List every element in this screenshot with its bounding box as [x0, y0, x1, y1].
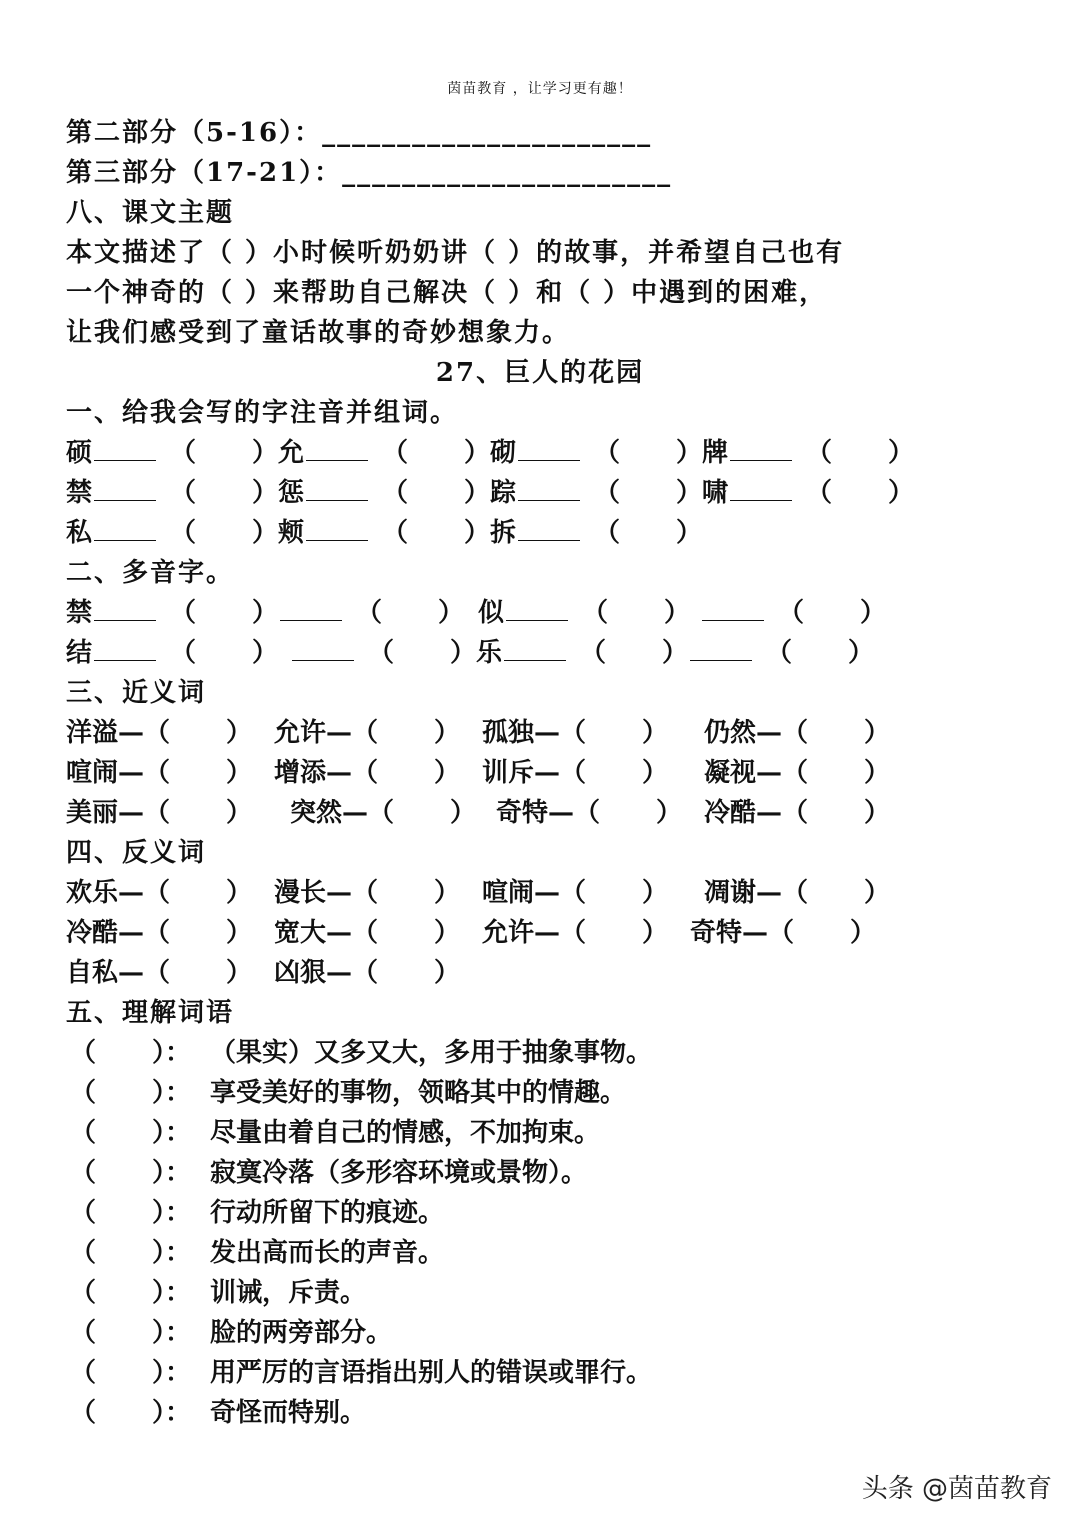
antonym-item: 自私—（ ）: [66, 958, 253, 988]
definition-item: （ ）： 脸的两旁部分。: [70, 1318, 393, 1348]
definition-item: （ ）： 发出高而长的声音。: [70, 1238, 445, 1268]
antonym-item: 喧闹—（ ）: [482, 878, 669, 908]
polyphone-item: 结 （ ）: [66, 638, 279, 668]
char-item: 拆 （ ）: [490, 518, 703, 548]
definition-item: （ ）： 行动所留下的痕迹。: [70, 1198, 445, 1228]
char-item: 惩 （ ）: [278, 478, 491, 508]
antonym-item: 欢乐—（ ）: [66, 878, 253, 908]
polyphone-item: （ ）: [700, 592, 886, 629]
text-line: 第三部分（17-21）：______________________: [66, 158, 673, 188]
char-item: 踪 （ ）: [490, 478, 703, 508]
antonym-item: 冷酷—（ ）: [66, 918, 253, 948]
watermark: 头条 @茵苗教育: [861, 1474, 1052, 1504]
synonym-item: 凝视—（ ）: [704, 758, 891, 788]
char-item: 私 （ ）: [66, 518, 279, 548]
section-heading: 二、多音字。: [66, 558, 235, 588]
definition-item: （ ）： 训诫，斥责。: [70, 1278, 367, 1308]
char-item: 颊 （ ）: [278, 518, 491, 548]
antonym-item: 宽大—（ ）: [274, 918, 461, 948]
text-line: 第二部分（5-16）：______________________: [66, 118, 653, 148]
antonym-item: 凶狠—（ ）: [274, 958, 461, 988]
page-header: 茵苗教育 ，让学习更有趣！: [447, 81, 633, 97]
char-item: 禁 （ ）: [66, 478, 279, 508]
text-line: 一个神奇的（ ）来帮助自己解决（ ）和（ ）中遇到的困难，: [66, 278, 828, 308]
char-item: 啸 （ ）: [702, 478, 915, 508]
synonym-item: 增添—（ ）: [274, 758, 461, 788]
synonym-item: 训斥—（ ）: [482, 758, 669, 788]
text-line: 本文描述了（ ）小时候听奶奶讲（ ）的故事，并希望自己也有: [66, 238, 845, 268]
polyphone-item: 禁 （ ）: [66, 598, 279, 628]
definition-item: （ ）： 尽量由着自己的情感，不加拘束。: [70, 1118, 601, 1148]
polyphone-item: 似 （ ）: [478, 598, 691, 628]
definition-item: （ ）： 用严厉的言语指出别人的错误或罪行。: [70, 1358, 653, 1388]
synonym-item: 突然—（ ）: [290, 798, 477, 828]
synonym-item: 允许—（ ）: [274, 718, 461, 748]
text-line: 让我们感受到了童话故事的奇妙想象力。: [66, 318, 571, 348]
synonym-item: 美丽—（ ）: [66, 798, 253, 828]
section-heading: 一、给我会写的字注音并组词。: [66, 398, 459, 428]
synonym-item: 仍然—（ ）: [704, 718, 891, 748]
section-heading: 五、理解词语: [66, 998, 235, 1028]
char-item: 砌 （ ）: [490, 438, 703, 468]
section-heading: 四、反义词: [66, 838, 207, 868]
definition-item: （ ）： （果实）又多又大，多用于抽象事物。: [70, 1038, 653, 1068]
polyphone-item: （ ）: [278, 592, 464, 629]
antonym-item: 漫长—（ ）: [274, 878, 461, 908]
section-heading: 八、课文主题: [66, 198, 235, 228]
polyphone-item: （ ）: [290, 632, 476, 669]
definition-item: （ ）： 寂寞冷落（多形容环境或景物）。: [70, 1158, 588, 1188]
polyphone-item: （ ）: [688, 632, 874, 669]
char-item: 允 （ ）: [278, 438, 491, 468]
antonym-item: 奇特—（ ）: [690, 918, 877, 948]
polyphone-item: 乐 （ ）: [476, 638, 689, 668]
antonym-item: 允许—（ ）: [482, 918, 669, 948]
synonym-item: 奇特—（ ）: [496, 798, 683, 828]
definition-item: （ ）： 奇怪而特别。: [70, 1398, 367, 1428]
synonym-item: 孤独—（ ）: [482, 718, 669, 748]
synonym-item: 洋溢—（ ）: [66, 718, 253, 748]
synonym-item: 冷酷—（ ）: [704, 798, 891, 828]
definition-item: （ ）： 享受美好的事物，领略其中的情趣。: [70, 1078, 627, 1108]
synonym-item: 喧闹—（ ）: [66, 758, 253, 788]
lesson-title: 27、巨人的花园: [435, 358, 645, 388]
antonym-item: 凋谢—（ ）: [704, 878, 891, 908]
char-item: 牌 （ ）: [702, 438, 915, 468]
section-heading: 三、近义词: [66, 678, 207, 708]
char-item: 硕 （ ）: [66, 438, 279, 468]
